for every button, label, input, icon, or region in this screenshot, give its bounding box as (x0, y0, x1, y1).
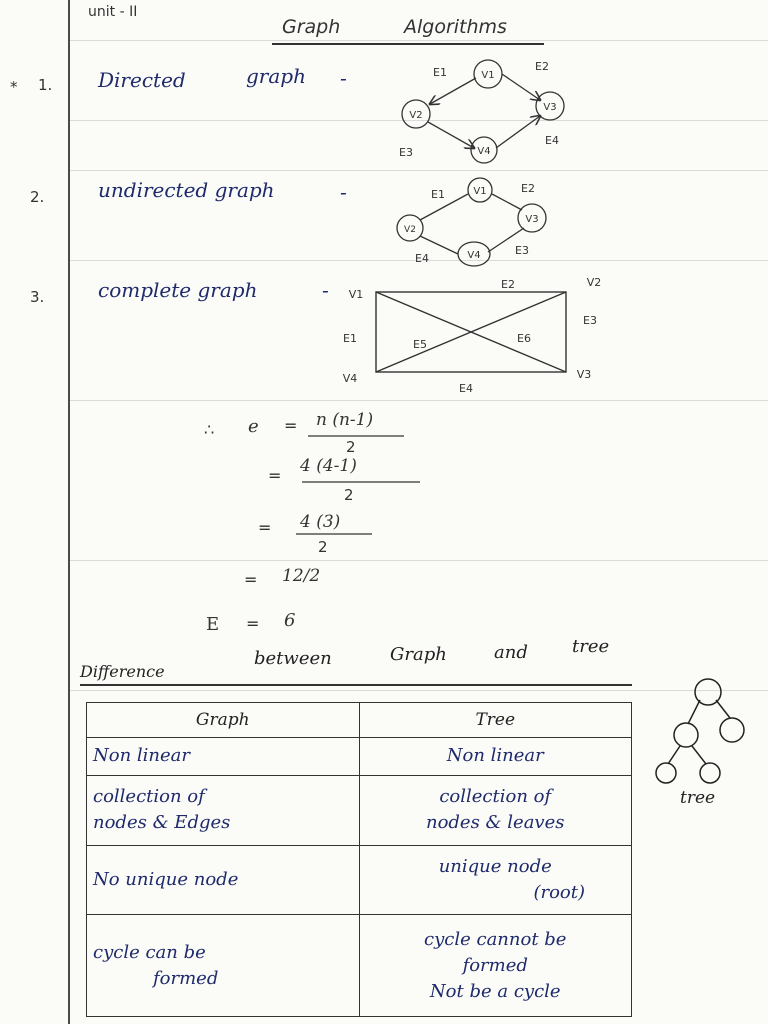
complete-edge-label: E5 (413, 338, 427, 351)
tree-edge (692, 746, 706, 764)
page-title-right: Algorithms (404, 16, 507, 38)
formula-step2-numerator: 4 (4-1) (300, 456, 357, 476)
table-header-row (87, 703, 632, 738)
unit-label: unit - II (88, 4, 138, 20)
graph-cell: No unique node (87, 845, 360, 915)
tree-node (700, 763, 720, 783)
difference-heading-word: Graph (390, 644, 447, 665)
tree-cell: collection of nodes & leaves (359, 775, 632, 845)
complete-graph-diagram (376, 292, 566, 372)
tree-cell: unique node (root) (359, 845, 632, 915)
formula-final-lhs: E (206, 614, 220, 635)
column-header-graph: Graph (87, 703, 360, 738)
directed-node-label: V3 (543, 102, 557, 113)
graph-cell: cycle can be formed (87, 915, 360, 1017)
directed-edge-label: E4 (545, 134, 559, 147)
page-title-left: Graph (282, 16, 341, 38)
undirected-edge-label: E4 (415, 252, 429, 265)
formula-step3-denominator: 2 (318, 538, 328, 556)
complete-vertex-label: V2 (586, 276, 602, 289)
formula-lhs: e (248, 416, 259, 437)
tree-node (656, 763, 676, 783)
tree-node (720, 718, 744, 742)
directed-node-label: V1 (481, 70, 495, 81)
tree-sketch (656, 679, 744, 783)
section-label-complete: complete graph (98, 278, 258, 302)
directed-edge-label: E3 (399, 146, 413, 159)
difference-heading-word: Difference (80, 662, 165, 681)
formula-step1-denominator: 2 (346, 438, 356, 456)
tree-cell: cycle cannot be formed Not be a cycle (359, 915, 632, 1017)
undirected-edge (492, 194, 522, 210)
complete-vertex-label: V4 (342, 372, 358, 385)
tree-edge (716, 700, 730, 718)
graph-cell: collection of nodes & Edges (87, 775, 360, 845)
directed-edge (428, 122, 474, 148)
column-header-tree: Tree (359, 703, 632, 738)
table-row (87, 738, 632, 776)
formula-step3-numerator: 4 (3) (300, 512, 341, 532)
section-number-1: 1. (38, 76, 53, 94)
formula-equals: = (284, 416, 298, 435)
directed-edge (496, 116, 540, 148)
formula-final-rhs: 6 (284, 610, 296, 631)
section-label-graph: graph (246, 64, 306, 88)
complete-edge-label: E4 (459, 382, 473, 395)
difference-heading-word: between (254, 648, 332, 669)
tree-node (695, 679, 721, 705)
complete-edge-label: E6 (517, 332, 531, 345)
formula-equals: = (246, 614, 260, 633)
formula-step2-denominator: 2 (344, 486, 354, 504)
undirected-node-label: V2 (404, 225, 416, 235)
directed-node-label: V2 (409, 110, 423, 121)
star-mark: * (10, 78, 18, 96)
comparison-table (86, 702, 632, 1017)
section-dash: - (340, 66, 347, 90)
formula-step4: 12/2 (282, 566, 321, 586)
tree-cell: Non linear (359, 738, 632, 776)
section-dash: - (322, 278, 329, 302)
undirected-edge-label: E1 (431, 188, 445, 201)
section-label-undirected: undirected graph (98, 178, 275, 202)
complete-edge-label: E2 (501, 278, 515, 291)
table-row (87, 775, 632, 845)
tree-caption: tree (680, 788, 716, 808)
undirected-edge-label: E3 (515, 244, 529, 257)
complete-edge-label: E1 (343, 332, 357, 345)
complete-edge-label: E3 (583, 314, 597, 327)
directed-edge (430, 78, 476, 104)
complete-vertex-label: V1 (348, 288, 364, 301)
heading-underline (80, 684, 632, 686)
difference-heading-word: and (494, 642, 528, 663)
directed-edge (502, 74, 540, 100)
undirected-node-label: V3 (525, 214, 539, 225)
section-number-3: 3. (30, 288, 45, 306)
complete-vertex-label: V3 (576, 368, 592, 381)
difference-heading-word: tree (572, 636, 610, 657)
tree-node (674, 723, 698, 747)
directed-edge-label: E2 (535, 60, 549, 73)
formula-equals: = (258, 518, 272, 537)
section-label-directed: Directed (98, 68, 186, 92)
table-row (87, 915, 632, 1017)
tree-edge (688, 700, 700, 724)
formula-equals: = (244, 570, 258, 589)
graph-cell: Non linear (87, 738, 360, 776)
undirected-node-label: V4 (467, 250, 481, 261)
undirected-node-label: V1 (473, 186, 487, 197)
formula-step1-numerator: n (n-1) (316, 410, 374, 430)
section-number-2: 2. (30, 188, 45, 206)
formula-equals: = (268, 466, 282, 485)
undirected-edge-label: E2 (521, 182, 535, 195)
tree-edge (668, 746, 680, 764)
therefore-symbol: ∴ (204, 420, 215, 439)
table-row (87, 845, 632, 915)
section-dash: - (340, 180, 347, 204)
directed-node-label: V4 (477, 146, 491, 157)
directed-edge-label: E1 (433, 66, 447, 79)
